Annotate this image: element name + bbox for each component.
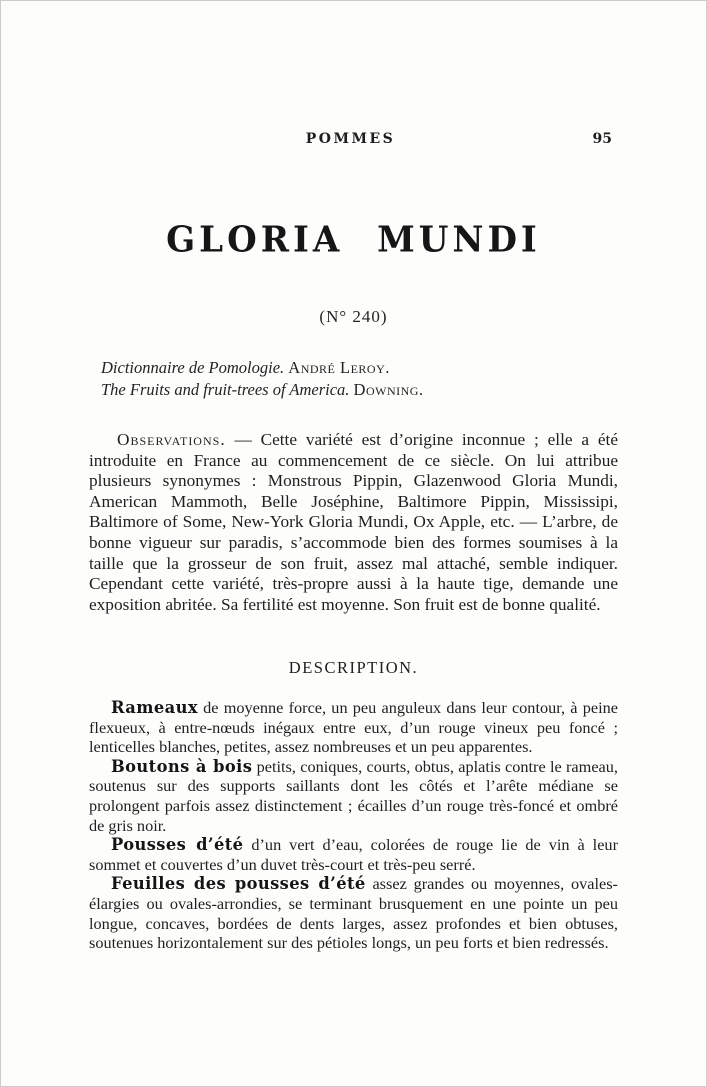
- description-paragraph-pousses: [89, 835, 618, 874]
- paragraph-text: de moyenne force, un peu anguleux dans leur contour, à peine flexueux, à entre-nœuds inégaux entre eux, d’un rouge vineux peu foncé ; lenticelles blanches, petites, assez nombreuses et un peu apparentes.: [89, 698, 618, 757]
- variety-title: GLORIA MUNDI: [166, 219, 541, 261]
- observations-paragraph: [89, 430, 618, 615]
- paragraph-lead: Pousses d’été: [111, 835, 244, 855]
- observations-label: Observations.: [117, 430, 226, 449]
- paragraph-text: assez grandes ou moyennes, ovales-élargies ou ovales-arrondies, se terminant brusquement en une pointe un peu longue, concaves, bordées de dents larges, assez profondes et bien obtuses, soutenues horizontalement sur des pétioles longs, un peu forts et bien redressés.: [89, 874, 618, 953]
- paragraph-lead: Feuilles des pousses d’été: [111, 874, 366, 894]
- bibliography-entry: [101, 379, 618, 401]
- author-name: Downing.: [353, 380, 424, 399]
- description-paragraph-rameaux: [89, 698, 618, 757]
- bibliography-entry: [101, 357, 618, 379]
- running-head: [89, 131, 612, 149]
- author-name: André Leroy.: [288, 358, 390, 377]
- description-heading: DESCRIPTION.: [288, 658, 419, 677]
- description-paragraph-boutons: [89, 757, 618, 835]
- paragraph-text: d’un vert d’eau, colorées de rouge lie de vin à leur sommet et couvertes d’un duvet très-court et très-peu serré.: [89, 835, 618, 874]
- running-title: POMMES: [305, 131, 396, 147]
- observations-text: — Cette variété est d’origine inconnue ; elle a été introduite en France au commencement de ce siècle. On lui attribue plusieurs synonymes : Monstrous Pippin, Glazenwood Gloria Mundi, American Mammoth, Belle Joséphine, Baltimore Pippin, Mississipi, Baltimore of Some, New-York Gloria Mundi, Ox Apple, etc. — L’arbre, de bonne vigueur sur paradis, s’accommode bien des formes soumises à la taille que la grosseur de son fruit, assez mal attaché, semble indiquer. Cependant cette variété, très-propre aussi à la haute tige, demande une exposition abritée. Sa fertilité est moyenne. Son fruit est de bonne qualité.: [89, 430, 618, 614]
- description-section: [89, 698, 618, 953]
- variety-number: (N° 240): [319, 307, 388, 326]
- page-number: 95: [592, 131, 612, 147]
- paragraph-text: petits, coniques, courts, obtus, aplatis contre le rameau, soutenus sur des supports saillants dont les côtés et l’arête médiane se prolongent parfois assez distinctement ; écailles d’un rouge très-foncé et ombré de gris noir.: [89, 756, 618, 835]
- paragraph-lead: Boutons à bois: [111, 756, 253, 776]
- work-title: Dictionnaire de Pomologie.: [101, 358, 285, 377]
- bibliography: [101, 357, 618, 401]
- paragraph-lead: Rameaux: [111, 698, 198, 717]
- work-title: The Fruits and fruit-trees of America.: [101, 380, 350, 399]
- description-paragraph-feuilles: [89, 874, 618, 952]
